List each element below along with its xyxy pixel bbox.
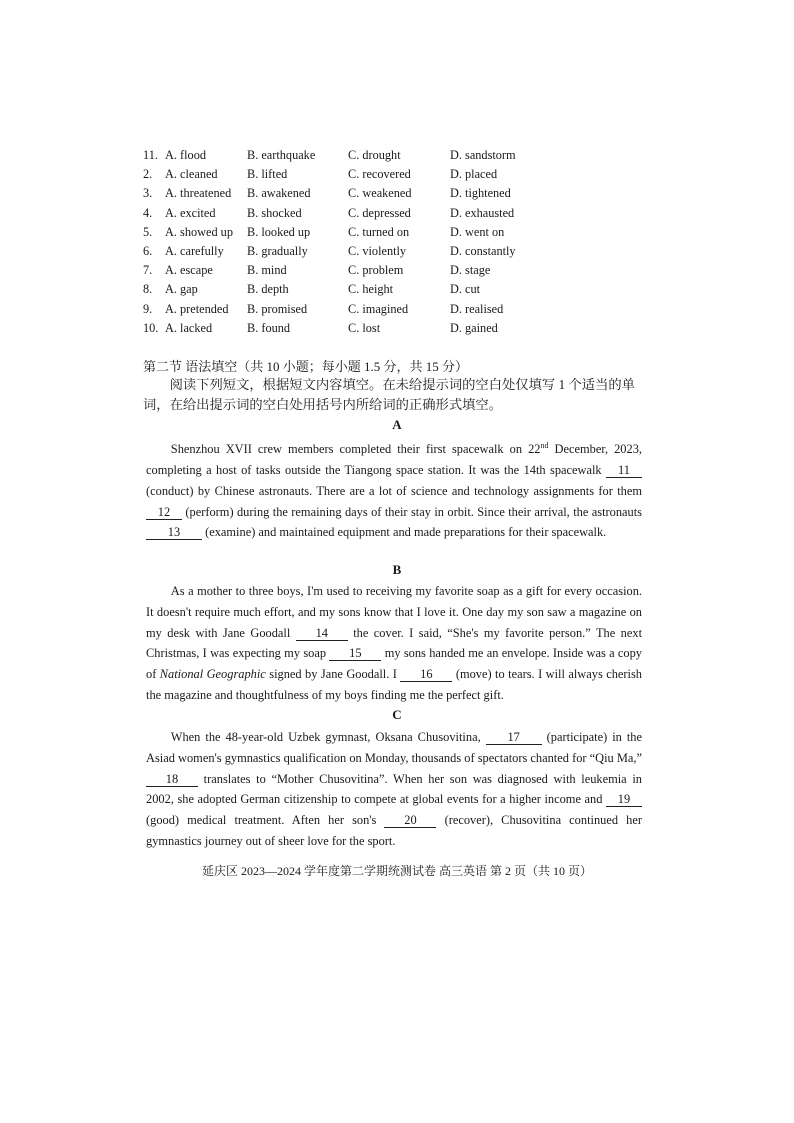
passage-b-letter: B xyxy=(392,562,402,577)
option-b[interactable]: B. depth xyxy=(247,282,289,297)
blank-19[interactable]: 19 xyxy=(606,792,642,807)
blank-15[interactable]: 15 xyxy=(329,646,381,661)
passage-a-letter: A xyxy=(392,417,402,432)
option-c[interactable]: C. turned on xyxy=(348,224,410,239)
option-b[interactable]: B. shocked xyxy=(247,205,302,220)
option-c[interactable]: C. violently xyxy=(348,243,407,258)
option-d[interactable]: D. cut xyxy=(450,282,481,297)
option-b[interactable]: B. found xyxy=(247,320,291,335)
option-c[interactable]: C. drought xyxy=(348,148,401,162)
passage-text: the cover. I said, “She's my favorite person.” The next Christmas, I was expecting my soap xyxy=(146,625,643,661)
question-number: 4. xyxy=(143,205,153,220)
passage-text: December, 2023, completing a host of tasks outside the Tiangong space station. It was the 14th spacewalk xyxy=(146,442,642,477)
page-footer: 延庆区 2023—2024 学年度第二学期统测试卷 高三英语 第 2 页（共 10 页） xyxy=(201,864,592,878)
passage-text: (recover), Chusovitina continued her gymnastics journey out of sheer love for the sport. xyxy=(146,813,642,848)
magazine-title: National Geographic xyxy=(159,667,266,682)
passage-c xyxy=(146,727,642,852)
option-d[interactable]: D. realised xyxy=(450,301,504,316)
option-b[interactable]: B. looked up xyxy=(247,224,311,239)
option-a[interactable]: A. flood xyxy=(165,148,206,162)
option-a[interactable]: A. pretended xyxy=(165,301,229,316)
option-d[interactable]: D. tightened xyxy=(450,186,511,201)
passage-a xyxy=(146,436,642,543)
option-a[interactable]: A. carefully xyxy=(165,243,224,258)
option-c[interactable]: C. problem xyxy=(348,263,404,278)
option-b[interactable]: B. earthquake xyxy=(247,148,316,162)
option-c[interactable]: C. height xyxy=(348,282,394,297)
question-number: 6. xyxy=(143,243,153,258)
question-number: 10. xyxy=(143,320,159,335)
option-d[interactable]: D. constantly xyxy=(450,243,516,258)
question-number: 3. xyxy=(143,186,153,201)
passage-text: As a mother to three boys, I'm used to receiving my favorite soap as a gift for every occasion. It doesn't require much effort, and my sons know that I love it. One day my son saw a magazine on my desk with Jane Goodall xyxy=(146,584,642,640)
passage-text: (perform) during the remaining days of their stay in orbit. Since their arrival, the astronauts xyxy=(182,504,642,519)
passage-text: (conduct) by Chinese astronauts. There are a lot of science and technology assignments for them xyxy=(146,483,642,498)
option-b[interactable]: B. awakened xyxy=(247,186,311,201)
option-a[interactable]: A. gap xyxy=(165,282,198,297)
passage-text: translates to “Mother Chusovitina”. When her son was diagnosed with leukemia in 2002, she adopted German citizenship to compete at global events for a higher income and xyxy=(146,771,642,807)
option-c[interactable]: C. imagined xyxy=(348,301,409,316)
passage-b xyxy=(146,581,642,706)
section-title: 第二节 语法填空（共 10 小题；每小题 1.5 分，共 15 分） xyxy=(143,359,469,374)
passage-text: When the 48-year-old Uzbek gymnast, Oksana Chusovitina, xyxy=(170,730,486,744)
option-b[interactable]: B. mind xyxy=(247,263,287,278)
blank-13[interactable]: 13 xyxy=(146,525,202,540)
option-d[interactable]: D. stage xyxy=(450,263,491,278)
option-c[interactable]: C. weakened xyxy=(348,186,412,201)
section-instructions: 阅读下列短文，根据短文内容填空。在未给提示词的空白处仅填写 1 个适当的单词，在给出提示词的空白处用括号内所给词的正确形式填空。 xyxy=(143,377,635,412)
question-number: 9. xyxy=(143,301,153,316)
option-a[interactable]: A. excited xyxy=(165,205,216,220)
passage-text: (good) medical treatment. Aften her son's xyxy=(146,813,385,828)
question-number: 5. xyxy=(143,224,153,239)
option-a[interactable]: A. threatened xyxy=(165,186,232,201)
blank-11[interactable]: 11 xyxy=(606,463,642,478)
blank-20[interactable]: 20 xyxy=(384,813,436,828)
option-d[interactable]: D. gained xyxy=(450,320,498,335)
option-d[interactable]: D. placed xyxy=(450,167,498,182)
question-number: 7. xyxy=(143,263,153,278)
option-c[interactable]: C. depressed xyxy=(348,205,411,220)
option-d[interactable]: D. exhausted xyxy=(450,205,515,220)
option-d[interactable]: D. went on xyxy=(450,224,505,239)
option-a[interactable]: A. showed up xyxy=(165,224,233,239)
option-d[interactable]: D. sandstorm xyxy=(450,148,516,162)
passage-text: my sons handed me an envelope. Inside was a copy of xyxy=(146,646,642,682)
option-a[interactable]: A. escape xyxy=(165,263,213,278)
blank-12[interactable]: 12 xyxy=(146,505,182,520)
option-b[interactable]: B. lifted xyxy=(247,167,288,182)
passage-text: signed by Jane Goodall. I xyxy=(265,667,401,682)
blank-16[interactable]: 16 xyxy=(400,667,452,682)
blank-14[interactable]: 14 xyxy=(296,626,348,641)
option-c[interactable]: C. recovered xyxy=(348,167,411,182)
blank-17[interactable]: 17 xyxy=(486,730,542,745)
passage-text: (move) to tears. I will always cherish the magazine and thoughtfulness of my boys finding me the perfect gift. xyxy=(146,667,642,702)
option-b[interactable]: B. gradually xyxy=(247,243,308,258)
blank-18[interactable]: 18 xyxy=(146,772,198,787)
passage-text: (examine) and maintained equipment and made preparations for their spacewalk. xyxy=(202,525,607,540)
option-a[interactable]: A. cleaned xyxy=(165,167,218,182)
option-b[interactable]: B. promised xyxy=(247,301,308,316)
option-a[interactable]: A. lacked xyxy=(165,320,213,335)
passage-text: Shenzhou XVII crew members completed their first spacewalk on 22 xyxy=(170,442,541,457)
question-number: 2. xyxy=(143,167,153,182)
passage-text: (participate) in the Asiad women's gymnastics qualification on Monday, thousands of spectators chanted for “Qiu Ma,” xyxy=(146,730,642,765)
question-number: 11. xyxy=(143,148,158,162)
ordinal-suffix: nd xyxy=(540,441,549,450)
question-number: 8. xyxy=(143,282,153,297)
passage-c-letter: C xyxy=(392,707,402,722)
option-c[interactable]: C. lost xyxy=(348,320,381,335)
